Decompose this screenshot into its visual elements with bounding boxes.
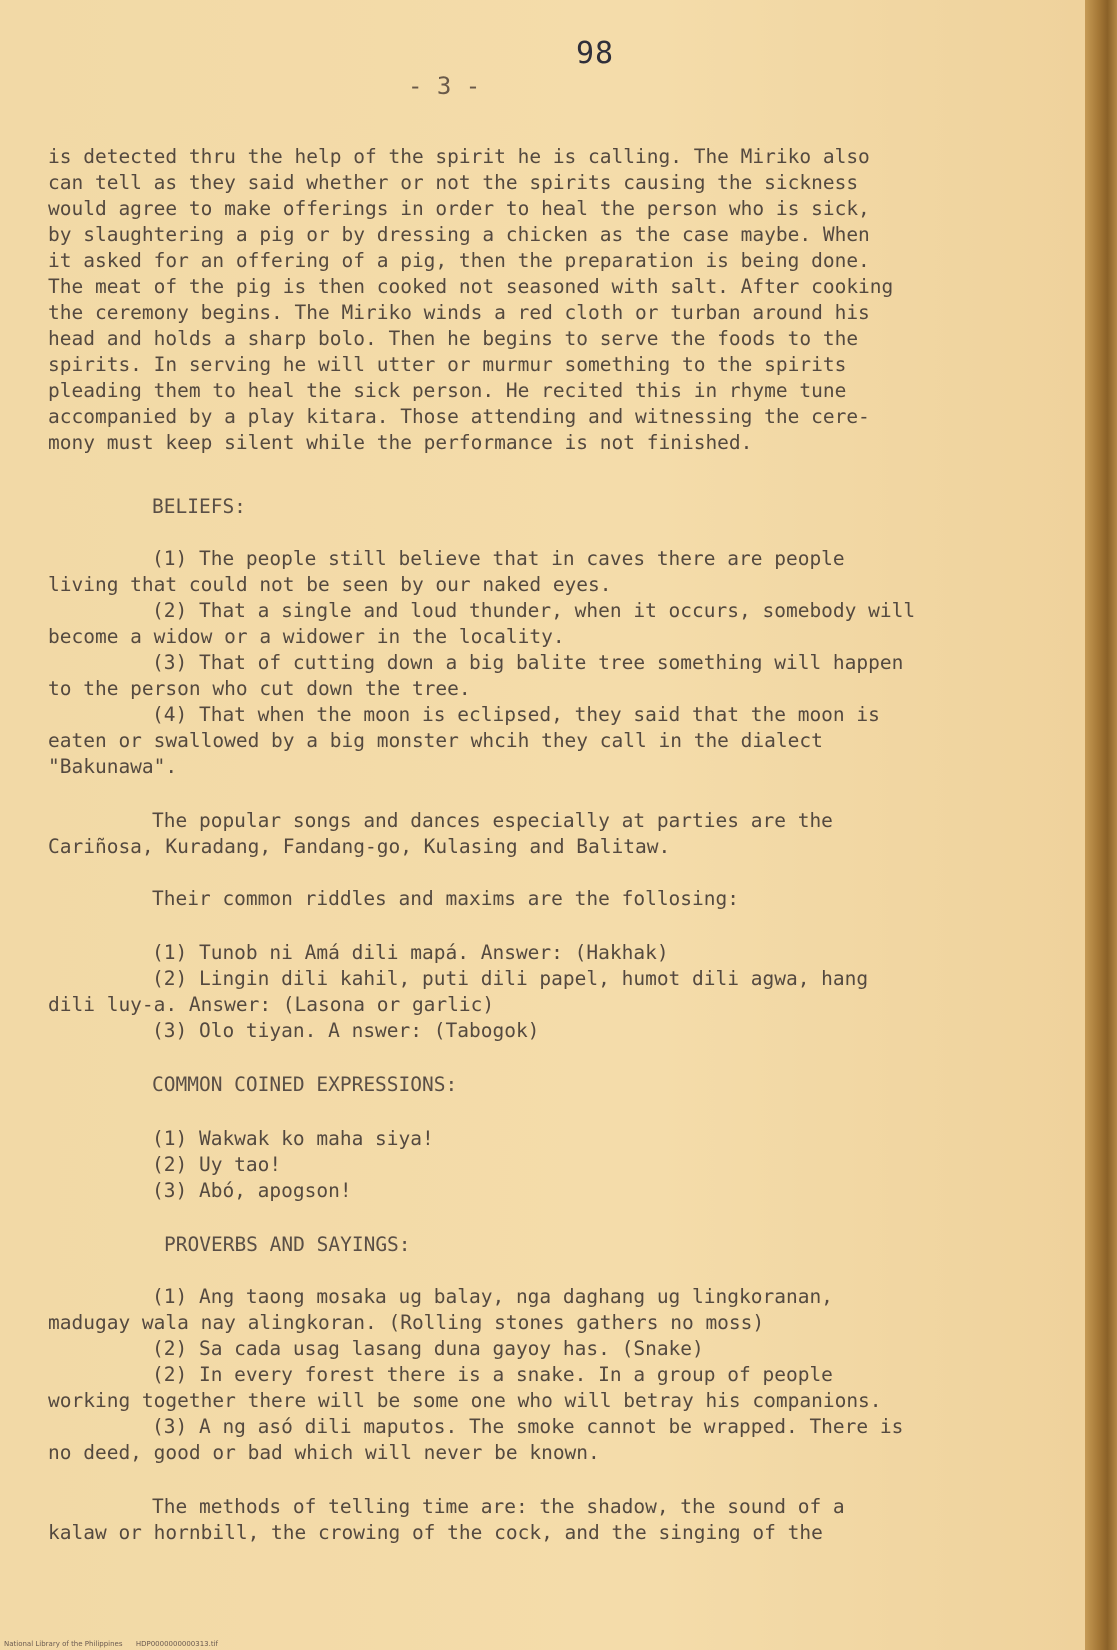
text-line: by slaughtering a pig or by dressing a chicken as the case maybe. When [48,223,870,246]
text-line: pleading them to heal the sick person. He recited this in rhyme tune [48,379,847,402]
riddle-item: (1) Tunob ni Amá dili mapá. Answer: (Hakhak) [152,941,669,964]
belief-item: (3) That of cutting down a big balite tree something will happen [152,651,904,674]
text-line: can tell as they said whether or not the spirits causing the sickness [48,171,859,194]
belief-item-continuation: living that could not be seen by our naked eyes. [48,573,612,596]
riddle-item: (2) Lingin dili kahil, puti dili papel, humot dili agwa, hang [152,967,869,990]
text-line: is detected thru the help of the spirit he is calling. The Miriko also [48,145,870,168]
page-number: 98 [576,36,615,71]
proverb-item: (1) Ang taong mosaka ug balay, nga daghang ug lingkoranan, [152,1285,833,1308]
text-line: spirits. In serving he will utter or murmur something to the spirits [48,353,847,376]
proverb-item-continuation: no deed, good or bad which will never be known. [48,1441,600,1464]
section-heading-proverbs: PROVERBS AND SAYINGS: [164,1233,411,1256]
text-line: accompanied by a play kitara. Those attending and witnessing the cere- [48,405,870,428]
text-line: The meat of the pig is then cooked not seasoned with salt. After cooking [48,275,894,298]
coined-item: (2) Uy tao! [152,1153,282,1176]
section-heading-beliefs: BELIEFS: [152,495,246,518]
text-line: it asked for an offering of a pig, then the preparation is being done. [48,249,870,272]
text-line: head and holds a sharp bolo. Then he begins to serve the foods to the [48,327,859,350]
proverb-item-continuation: working together there will be some one who will betray his companions. [48,1389,882,1412]
book-binding-edge [1085,0,1117,1650]
songs-line: Cariñosa, Kuradang, Fandang-go, Kulasing and Balitaw. [48,835,671,858]
time-line: kalaw or hornbill, the crowing of the cock, and the singing of the [48,1521,823,1544]
riddle-item-continuation: dili luy-a. Answer: (Lasona or garlic) [48,993,495,1016]
proverb-item: (3) A ng asó dili maputos. The smoke cannot be wrapped. There is [152,1415,904,1438]
text-line: the ceremony begins. The Miriko winds a red cloth or turban around his [48,301,870,324]
text-line: would agree to make offerings in order to heal the person who is sick, [48,197,870,220]
coined-item: (3) Abó, apogson! [152,1179,352,1202]
coined-item: (1) Wakwak ko maha siya! [152,1127,434,1150]
belief-item-continuation: to the person who cut down the tree. [48,677,471,700]
belief-item-continuation: "Bakunawa". [48,755,178,778]
riddle-item: (3) Olo tiyan. A nswer: (Tabogok) [152,1019,540,1042]
riddles-intro: Their common riddles and maxims are the follosing: [152,887,739,910]
proverb-item: (2) Sa cada usag lasang duna gayoy has. (Snake) [152,1337,704,1360]
belief-item: (2) That a single and loud thunder, when it occurs, somebody will [152,599,916,622]
belief-item-continuation: become a widow or a widower in the locality. [48,625,565,648]
proverb-item: (2) In every forest there is a snake. In a group of people [152,1363,833,1386]
time-line: The methods of telling time are: the shadow, the sound of a [152,1495,845,1518]
page-marker: - 3 - [408,72,481,100]
songs-line: The popular songs and dances especially at parties are the [152,809,833,832]
belief-item: (4) That when the moon is eclipsed, they said that the moon is [152,703,880,726]
proverb-item-continuation: madugay wala nay alingkoran. (Rolling stones gathers no moss) [48,1311,765,1334]
scan-footer: National Library of the Philippines HDP0000000000313.tif [4,1640,218,1648]
section-heading-coined: COMMON COINED EXPRESSIONS: [152,1073,458,1096]
belief-item-continuation: eaten or swallowed by a big monster whcih they call in the dialect [48,729,823,752]
text-line: mony must keep silent while the performance is not finished. [48,431,753,454]
belief-item: (1) The people still believe that in caves there are people [152,547,845,570]
